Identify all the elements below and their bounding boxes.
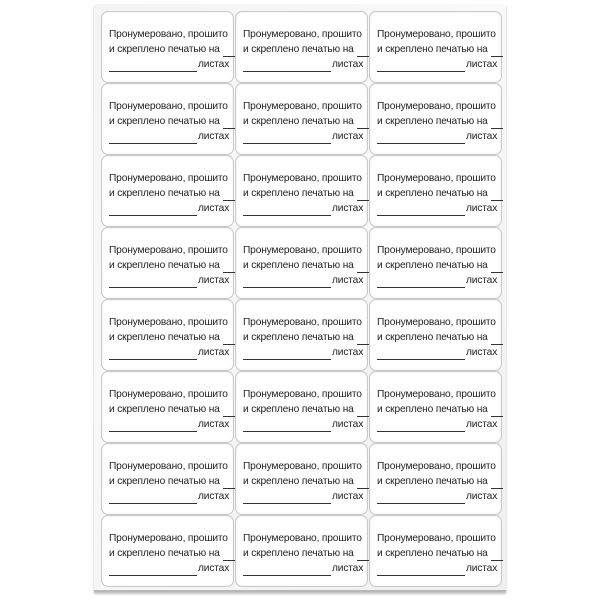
label-line-3: листах: [377, 489, 499, 504]
sheet-count-blank: [491, 333, 503, 345]
label-line-1: Пронумеровано, прошито: [243, 317, 362, 328]
label-line-2: и скреплено печатью на: [243, 546, 365, 561]
label-line-2: и скреплено печатью на: [377, 186, 499, 201]
sheet-count-words-blank: [109, 132, 197, 144]
sheet-count-words-blank: [243, 276, 331, 288]
label-line-1: Пронумеровано, прошито: [377, 389, 496, 400]
sheet-count-words-blank: [109, 564, 197, 576]
sheet-count-words-blank: [377, 276, 465, 288]
label-grid: [101, 11, 501, 587]
label-line-1: Пронумеровано, прошито: [243, 101, 362, 112]
sticker-label: [101, 155, 234, 227]
sticker-label: [369, 83, 502, 155]
label-line-3: листах: [109, 273, 231, 288]
label-line-1: Пронумеровано, прошито: [377, 317, 496, 328]
sheet-count-blank: [223, 45, 235, 57]
sticker-label: [235, 299, 368, 371]
label-text: [243, 243, 365, 288]
label-sheet: [94, 4, 506, 592]
label-line-2: и скреплено печатью на: [377, 402, 499, 417]
sheet-count-blank: [357, 333, 369, 345]
label-line-1: Пронумеровано, прошито: [377, 533, 496, 544]
sheet-count-words-blank: [109, 492, 197, 504]
label-line-1: Пронумеровано, прошито: [243, 245, 362, 256]
label-line-1: Пронумеровано, прошито: [109, 461, 228, 472]
sticker-label: [101, 83, 234, 155]
sheet-count-words-blank: [243, 204, 331, 216]
sheet-count-blank: [357, 117, 369, 129]
sheet-count-blank: [223, 117, 235, 129]
label-line-3: листах: [109, 489, 231, 504]
sticker-label: [235, 155, 368, 227]
label-line-3: листах: [109, 129, 231, 144]
label-line-2: и скреплено печатью на: [243, 186, 365, 201]
label-line-1: Пронумеровано, прошито: [109, 389, 228, 400]
label-line-2: и скреплено печатью на: [377, 546, 499, 561]
label-line-1: Пронумеровано, прошито: [109, 245, 228, 256]
label-line-1: Пронумеровано, прошито: [243, 461, 362, 472]
sheet-count-words-blank: [243, 60, 331, 72]
sticker-label: [101, 227, 234, 299]
sticker-label: [101, 515, 234, 587]
sticker-label: [101, 11, 234, 83]
sheet-count-blank: [491, 45, 503, 57]
label-text: [377, 387, 499, 432]
label-line-1: Пронумеровано, прошито: [377, 461, 496, 472]
sheet-count-words-blank: [243, 492, 331, 504]
label-text: [377, 27, 499, 72]
sheet-count-words-blank: [243, 348, 331, 360]
label-line-3: листах: [243, 489, 365, 504]
sticker-label: [235, 83, 368, 155]
label-text: [109, 315, 231, 360]
label-text: [109, 243, 231, 288]
sticker-label: [369, 155, 502, 227]
label-line-1: Пронумеровано, прошито: [377, 173, 496, 184]
sheet-count-words-blank: [109, 348, 197, 360]
label-text: [377, 531, 499, 576]
label-line-2: и скреплено печатью на: [109, 114, 231, 129]
sheet-count-words-blank: [377, 60, 465, 72]
label-line-1: Пронумеровано, прошито: [109, 317, 228, 328]
sticker-label: [369, 11, 502, 83]
label-line-3: листах: [377, 57, 499, 72]
label-text: [109, 99, 231, 144]
label-text: [243, 531, 365, 576]
label-text: [243, 99, 365, 144]
label-line-3: листах: [377, 129, 499, 144]
sheet-count-blank: [491, 261, 503, 273]
sheet-count-blank: [223, 189, 235, 201]
sticker-label: [369, 227, 502, 299]
label-line-2: и скреплено печатью на: [377, 114, 499, 129]
label-line-1: Пронумеровано, прошито: [109, 29, 228, 40]
sheet-count-words-blank: [377, 492, 465, 504]
label-text: [377, 459, 499, 504]
sheet-count-blank: [357, 261, 369, 273]
label-line-3: листах: [109, 201, 231, 216]
sheet-count-words-blank: [243, 564, 331, 576]
sheet-count-words-blank: [243, 132, 331, 144]
label-line-1: Пронумеровано, прошито: [109, 173, 228, 184]
sheet-count-blank: [357, 45, 369, 57]
sticker-label: [235, 443, 368, 515]
label-line-3: листах: [243, 129, 365, 144]
sheet-count-blank: [223, 549, 235, 561]
sheet-count-blank: [491, 549, 503, 561]
label-line-1: Пронумеровано, прошито: [109, 101, 228, 112]
sticker-label: [369, 443, 502, 515]
label-line-1: Пронумеровано, прошито: [377, 101, 496, 112]
sheet-count-words-blank: [377, 348, 465, 360]
sheet-count-blank: [223, 477, 235, 489]
label-line-2: и скреплено печатью на: [109, 186, 231, 201]
label-line-3: листах: [109, 417, 231, 432]
label-text: [109, 171, 231, 216]
label-text: [377, 99, 499, 144]
label-text: [109, 531, 231, 576]
sheet-count-words-blank: [243, 420, 331, 432]
label-line-2: и скреплено печатью на: [377, 42, 499, 57]
sheet-count-blank: [357, 405, 369, 417]
label-line-3: листах: [243, 57, 365, 72]
sheet-count-words-blank: [109, 60, 197, 72]
sheet-count-blank: [223, 405, 235, 417]
label-text: [243, 459, 365, 504]
label-line-2: и скреплено печатью на: [243, 42, 365, 57]
label-line-2: и скреплено печатью на: [109, 402, 231, 417]
label-line-3: листах: [109, 57, 231, 72]
sticker-label: [235, 371, 368, 443]
label-text: [243, 315, 365, 360]
label-line-2: и скреплено печатью на: [243, 402, 365, 417]
sticker-label: [101, 443, 234, 515]
label-text: [109, 27, 231, 72]
sheet-count-words-blank: [109, 420, 197, 432]
label-line-3: листах: [109, 345, 231, 360]
label-line-2: и скреплено печатью на: [377, 474, 499, 489]
label-line-2: и скреплено печатью на: [109, 258, 231, 273]
label-line-1: Пронумеровано, прошито: [243, 533, 362, 544]
label-line-3: листах: [243, 201, 365, 216]
label-line-3: листах: [243, 417, 365, 432]
sheet-count-blank: [357, 189, 369, 201]
sheet-count-words-blank: [377, 420, 465, 432]
label-text: [109, 387, 231, 432]
label-line-2: и скреплено печатью на: [243, 258, 365, 273]
sheet-count-blank: [491, 189, 503, 201]
sheet-count-words-blank: [377, 132, 465, 144]
sheet-count-words-blank: [377, 204, 465, 216]
sheet-count-words-blank: [109, 204, 197, 216]
label-line-3: листах: [377, 345, 499, 360]
label-text: [243, 27, 365, 72]
label-line-2: и скреплено печатью на: [109, 42, 231, 57]
label-line-1: Пронумеровано, прошито: [243, 389, 362, 400]
label-line-2: и скреплено печатью на: [243, 114, 365, 129]
label-text: [377, 315, 499, 360]
sticker-label: [101, 299, 234, 371]
label-line-1: Пронумеровано, прошито: [377, 29, 496, 40]
sticker-label: [235, 515, 368, 587]
label-text: [243, 171, 365, 216]
label-text: [243, 387, 365, 432]
sticker-label: [235, 11, 368, 83]
label-line-3: листах: [377, 561, 499, 576]
sticker-label: [369, 515, 502, 587]
label-line-2: и скреплено печатью на: [243, 330, 365, 345]
label-line-2: и скреплено печатью на: [109, 546, 231, 561]
sticker-label: [369, 371, 502, 443]
label-line-3: листах: [377, 273, 499, 288]
label-line-2: и скреплено печатью на: [109, 330, 231, 345]
sheet-count-blank: [357, 549, 369, 561]
label-line-2: и скреплено печатью на: [243, 474, 365, 489]
sticker-label: [369, 299, 502, 371]
sheet-count-words-blank: [109, 276, 197, 288]
label-line-3: листах: [377, 201, 499, 216]
label-text: [377, 243, 499, 288]
label-line-1: Пронумеровано, прошито: [109, 533, 228, 544]
label-line-3: листах: [243, 345, 365, 360]
sheet-count-blank: [491, 477, 503, 489]
sheet-count-blank: [223, 261, 235, 273]
label-line-2: и скреплено печатью на: [377, 330, 499, 345]
sheet-count-blank: [491, 117, 503, 129]
label-line-2: и скреплено печатью на: [377, 258, 499, 273]
sheet-count-words-blank: [377, 564, 465, 576]
sheet-count-blank: [357, 477, 369, 489]
sheet-count-blank: [223, 333, 235, 345]
sticker-label: [101, 371, 234, 443]
label-line-3: листах: [377, 417, 499, 432]
label-text: [109, 459, 231, 504]
label-line-3: листах: [243, 273, 365, 288]
label-line-1: Пронумеровано, прошито: [243, 173, 362, 184]
label-line-3: листах: [243, 561, 365, 576]
sticker-label: [235, 227, 368, 299]
sheet-count-blank: [491, 405, 503, 417]
label-line-2: и скреплено печатью на: [109, 474, 231, 489]
label-line-1: Пронумеровано, прошито: [243, 29, 362, 40]
label-line-1: Пронумеровано, прошито: [377, 245, 496, 256]
label-line-3: листах: [109, 561, 231, 576]
label-text: [377, 171, 499, 216]
